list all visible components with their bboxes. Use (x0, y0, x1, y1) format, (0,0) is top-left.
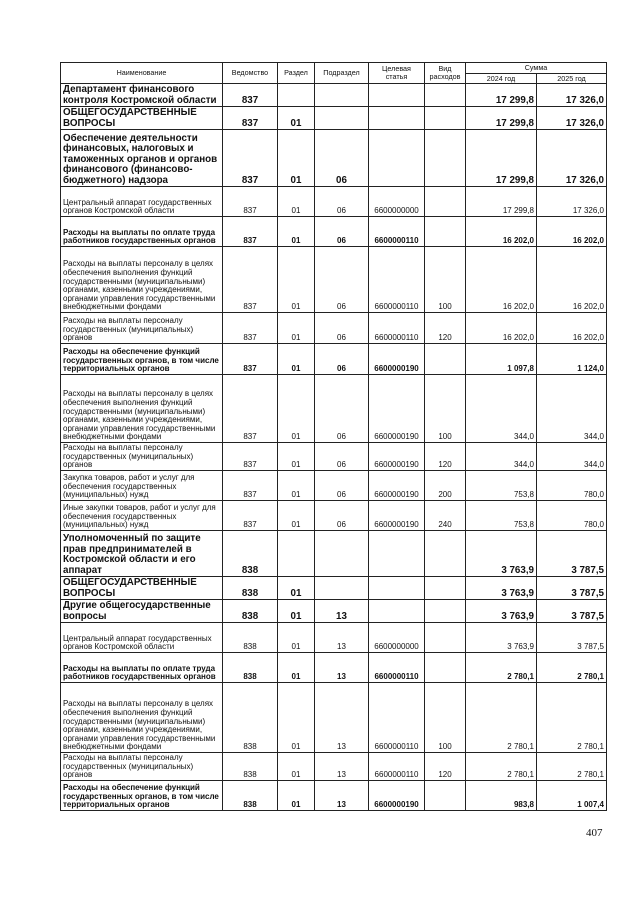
cell-podrazdel: 06 (315, 130, 369, 187)
table-row (61, 600, 607, 623)
cell-name: ОБЩЕГОСУДАРСТВЕННЫЕ ВОПРОСЫ (61, 577, 223, 600)
cell-celevaya-statya: 6600000190 (369, 344, 425, 375)
cell-podrazdel: 13 (315, 683, 369, 753)
cell-razdel: 01 (278, 653, 315, 683)
cell-celevaya-statya: 6600000110 (369, 653, 425, 683)
cell-razdel: 01 (278, 781, 315, 811)
cell-sum-2024: 1 097,8 (466, 344, 537, 375)
cell-sum-2024: 17 299,8 (466, 187, 537, 217)
cell-vid-raskhodov (425, 187, 466, 217)
cell-podrazdel: 13 (315, 653, 369, 683)
cell-sum-2024: 2 780,1 (466, 683, 537, 753)
cell-vid-raskhodov (425, 531, 466, 577)
table-row (61, 683, 607, 753)
cell-vid-raskhodov (425, 107, 466, 130)
header-celevaya-statya: Целевая статья (369, 63, 425, 84)
cell-sum-2025: 780,0 (537, 501, 607, 531)
cell-celevaya-statya: 6600000000 (369, 187, 425, 217)
cell-vedomstvo: 837 (223, 84, 278, 107)
cell-vedomstvo: 838 (223, 577, 278, 600)
cell-sum-2024: 17 299,8 (466, 84, 537, 107)
cell-sum-2024: 2 780,1 (466, 653, 537, 683)
cell-vedomstvo: 838 (223, 653, 278, 683)
cell-celevaya-statya: 6600000110 (369, 247, 425, 313)
cell-sum-2024: 753,8 (466, 471, 537, 501)
cell-vedomstvo: 837 (223, 443, 278, 471)
cell-vid-raskhodov: 100 (425, 683, 466, 753)
cell-podrazdel (315, 577, 369, 600)
cell-sum-2025: 3 787,5 (537, 623, 607, 653)
table-row (61, 344, 607, 375)
cell-vid-raskhodov: 120 (425, 443, 466, 471)
cell-vedomstvo: 837 (223, 247, 278, 313)
cell-celevaya-statya (369, 600, 425, 623)
cell-podrazdel: 06 (315, 501, 369, 531)
cell-celevaya-statya (369, 107, 425, 130)
cell-vid-raskhodov (425, 600, 466, 623)
cell-name: Расходы на выплаты персоналу в целях обеспечения выполнения функций государственными (муниципальными) органами, казенными учреждениями, органами управления государственными внебюджетными фондами (61, 375, 223, 443)
header-vedomstvo: Ведомство (223, 63, 278, 84)
cell-sum-2024: 16 202,0 (466, 313, 537, 344)
cell-podrazdel: 13 (315, 781, 369, 811)
cell-name: Центральный аппарат государственных органов Костромской области (61, 187, 223, 217)
cell-vid-raskhodov (425, 577, 466, 600)
table-row (61, 313, 607, 344)
cell-podrazdel: 06 (315, 443, 369, 471)
cell-razdel: 01 (278, 623, 315, 653)
cell-celevaya-statya (369, 577, 425, 600)
table-row (61, 187, 607, 217)
cell-sum-2024: 17 299,8 (466, 130, 537, 187)
cell-sum-2024: 983,8 (466, 781, 537, 811)
cell-celevaya-statya: 6600000190 (369, 501, 425, 531)
cell-sum-2025: 17 326,0 (537, 187, 607, 217)
cell-name: Расходы на выплаты персоналу государственных (муниципальных) органов (61, 313, 223, 344)
cell-vid-raskhodov (425, 130, 466, 187)
cell-podrazdel: 06 (315, 247, 369, 313)
header-year-2024: 2024 год (466, 74, 537, 84)
cell-podrazdel: 06 (315, 313, 369, 344)
cell-podrazdel (315, 84, 369, 107)
cell-sum-2024: 17 299,8 (466, 107, 537, 130)
cell-sum-2025: 16 202,0 (537, 247, 607, 313)
table-row (61, 531, 607, 577)
cell-celevaya-statya: 6600000190 (369, 781, 425, 811)
cell-celevaya-statya: 6600000190 (369, 443, 425, 471)
cell-razdel: 01 (278, 600, 315, 623)
cell-vid-raskhodov (425, 344, 466, 375)
cell-razdel: 01 (278, 471, 315, 501)
table-row (61, 247, 607, 313)
cell-celevaya-statya: 6600000190 (369, 471, 425, 501)
cell-vedomstvo: 837 (223, 107, 278, 130)
table-row (61, 653, 607, 683)
cell-vid-raskhodov (425, 217, 466, 247)
cell-podrazdel: 06 (315, 344, 369, 375)
table-row (61, 84, 607, 107)
table-row (61, 471, 607, 501)
cell-vedomstvo: 837 (223, 187, 278, 217)
cell-vedomstvo: 837 (223, 375, 278, 443)
cell-vedomstvo: 838 (223, 531, 278, 577)
cell-sum-2024: 3 763,9 (466, 531, 537, 577)
cell-vid-raskhodov: 120 (425, 313, 466, 344)
cell-razdel: 01 (278, 443, 315, 471)
cell-name: Центральный аппарат государственных органов Костромской области (61, 623, 223, 653)
table-row (61, 443, 607, 471)
cell-vedomstvo: 837 (223, 501, 278, 531)
cell-vedomstvo: 837 (223, 471, 278, 501)
cell-razdel: 01 (278, 501, 315, 531)
table-row (61, 107, 607, 130)
cell-name: Иные закупки товаров, работ и услуг для обеспечения государственных (муниципальных) нужд (61, 501, 223, 531)
cell-podrazdel (315, 531, 369, 577)
cell-sum-2024: 16 202,0 (466, 247, 537, 313)
cell-sum-2025: 16 202,0 (537, 313, 607, 344)
cell-name: Расходы на выплаты по оплате труда работников государственных органов (61, 653, 223, 683)
cell-celevaya-statya (369, 84, 425, 107)
cell-razdel (278, 84, 315, 107)
cell-name: Департамент финансового контроля Костромской области (61, 84, 223, 107)
cell-razdel: 01 (278, 313, 315, 344)
cell-sum-2024: 3 763,9 (466, 577, 537, 600)
cell-celevaya-statya (369, 130, 425, 187)
cell-razdel: 01 (278, 247, 315, 313)
cell-sum-2024: 3 763,9 (466, 623, 537, 653)
cell-podrazdel: 06 (315, 471, 369, 501)
cell-vid-raskhodov (425, 84, 466, 107)
cell-sum-2025: 17 326,0 (537, 130, 607, 187)
table-row (61, 577, 607, 600)
cell-vid-raskhodov: 120 (425, 753, 466, 781)
table-row (61, 501, 607, 531)
cell-vid-raskhodov: 100 (425, 247, 466, 313)
cell-sum-2025: 2 780,1 (537, 753, 607, 781)
cell-sum-2025: 3 787,5 (537, 531, 607, 577)
cell-name: Расходы на выплаты персоналу в целях обеспечения выполнения функций государственными (муниципальными) органами, казенными учреждениями, органами управления государственными внебюджетными фондами (61, 247, 223, 313)
cell-celevaya-statya (369, 531, 425, 577)
cell-sum-2025: 17 326,0 (537, 107, 607, 130)
cell-sum-2024: 2 780,1 (466, 753, 537, 781)
cell-razdel: 01 (278, 683, 315, 753)
cell-vedomstvo: 837 (223, 313, 278, 344)
cell-podrazdel: 06 (315, 375, 369, 443)
cell-podrazdel: 13 (315, 753, 369, 781)
cell-vedomstvo: 837 (223, 217, 278, 247)
header-vid-raskhodov: Вид расходов (425, 63, 466, 84)
cell-sum-2025: 1 007,4 (537, 781, 607, 811)
cell-name: Расходы на обеспечение функций государственных органов, в том числе территориальных органов (61, 781, 223, 811)
cell-name: Расходы на выплаты персоналу государственных (муниципальных) органов (61, 443, 223, 471)
cell-vedomstvo: 837 (223, 130, 278, 187)
cell-sum-2025: 2 780,1 (537, 653, 607, 683)
cell-sum-2024: 753,8 (466, 501, 537, 531)
cell-vedomstvo: 838 (223, 623, 278, 653)
table-row (61, 375, 607, 443)
cell-podrazdel: 06 (315, 217, 369, 247)
cell-sum-2025: 780,0 (537, 471, 607, 501)
table-row (61, 623, 607, 653)
cell-razdel: 01 (278, 130, 315, 187)
budget-table (60, 62, 607, 811)
header-podrazdel: Подраздел (315, 63, 369, 84)
cell-sum-2025: 3 787,5 (537, 577, 607, 600)
table-row (61, 217, 607, 247)
header-summa: Сумма (466, 63, 607, 74)
cell-vid-raskhodov (425, 653, 466, 683)
cell-name: Уполномоченный по защите прав предпринимателей в Костромской области и его аппарат (61, 531, 223, 577)
cell-sum-2025: 3 787,5 (537, 600, 607, 623)
cell-vid-raskhodov (425, 623, 466, 653)
cell-vedomstvo: 838 (223, 781, 278, 811)
cell-razdel: 01 (278, 217, 315, 247)
cell-sum-2025: 1 124,0 (537, 344, 607, 375)
table-row (61, 781, 607, 811)
cell-razdel: 01 (278, 375, 315, 443)
cell-sum-2024: 3 763,9 (466, 600, 537, 623)
cell-vid-raskhodov (425, 781, 466, 811)
cell-vedomstvo: 838 (223, 600, 278, 623)
cell-sum-2025: 344,0 (537, 443, 607, 471)
cell-podrazdel: 13 (315, 600, 369, 623)
cell-vedomstvo: 838 (223, 683, 278, 753)
header-name: Наименование (61, 63, 223, 84)
cell-sum-2024: 344,0 (466, 375, 537, 443)
cell-name: Расходы на выплаты по оплате труда работников государственных органов (61, 217, 223, 247)
cell-razdel: 01 (278, 344, 315, 375)
cell-name: Расходы на выплаты персоналу государственных (муниципальных) органов (61, 753, 223, 781)
cell-vedomstvo: 837 (223, 344, 278, 375)
cell-vid-raskhodov: 240 (425, 501, 466, 531)
cell-celevaya-statya: 6600000000 (369, 623, 425, 653)
cell-podrazdel (315, 107, 369, 130)
cell-sum-2025: 16 202,0 (537, 217, 607, 247)
cell-podrazdel: 13 (315, 623, 369, 653)
cell-razdel: 01 (278, 107, 315, 130)
cell-razdel: 01 (278, 187, 315, 217)
cell-razdel (278, 531, 315, 577)
cell-celevaya-statya: 6600000110 (369, 683, 425, 753)
cell-sum-2024: 344,0 (466, 443, 537, 471)
cell-razdel: 01 (278, 753, 315, 781)
table-row (61, 753, 607, 781)
cell-podrazdel: 06 (315, 187, 369, 217)
cell-name: Обеспечение деятельности финансовых, налоговых и таможенных органов и органов финансового (финансово-бюджетного) надзора (61, 130, 223, 187)
header-year-2025: 2025 год (537, 74, 607, 84)
cell-vid-raskhodov: 200 (425, 471, 466, 501)
cell-sum-2024: 16 202,0 (466, 217, 537, 247)
cell-name: Другие общегосударственные вопросы (61, 600, 223, 623)
cell-name: Расходы на выплаты персоналу в целях обеспечения выполнения функций государственными (муниципальными) органами, казенными учреждениями, органами управления государственными внебюджетными фондами (61, 683, 223, 753)
cell-razdel: 01 (278, 577, 315, 600)
cell-celevaya-statya: 6600000190 (369, 375, 425, 443)
cell-vedomstvo: 838 (223, 753, 278, 781)
cell-sum-2025: 2 780,1 (537, 683, 607, 753)
cell-name: Расходы на обеспечение функций государственных органов, в том числе территориальных органов (61, 344, 223, 375)
page-number: 407 (586, 827, 603, 839)
cell-vid-raskhodov: 100 (425, 375, 466, 443)
cell-celevaya-statya: 6600000110 (369, 217, 425, 247)
cell-name: Закупка товаров, работ и услуг для обеспечения государственных (муниципальных) нужд (61, 471, 223, 501)
table-row (61, 130, 607, 187)
cell-celevaya-statya: 6600000110 (369, 753, 425, 781)
cell-sum-2025: 344,0 (537, 375, 607, 443)
header-razdel: Раздел (278, 63, 315, 84)
cell-celevaya-statya: 6600000110 (369, 313, 425, 344)
cell-sum-2025: 17 326,0 (537, 84, 607, 107)
cell-name: ОБЩЕГОСУДАРСТВЕННЫЕ ВОПРОСЫ (61, 107, 223, 130)
